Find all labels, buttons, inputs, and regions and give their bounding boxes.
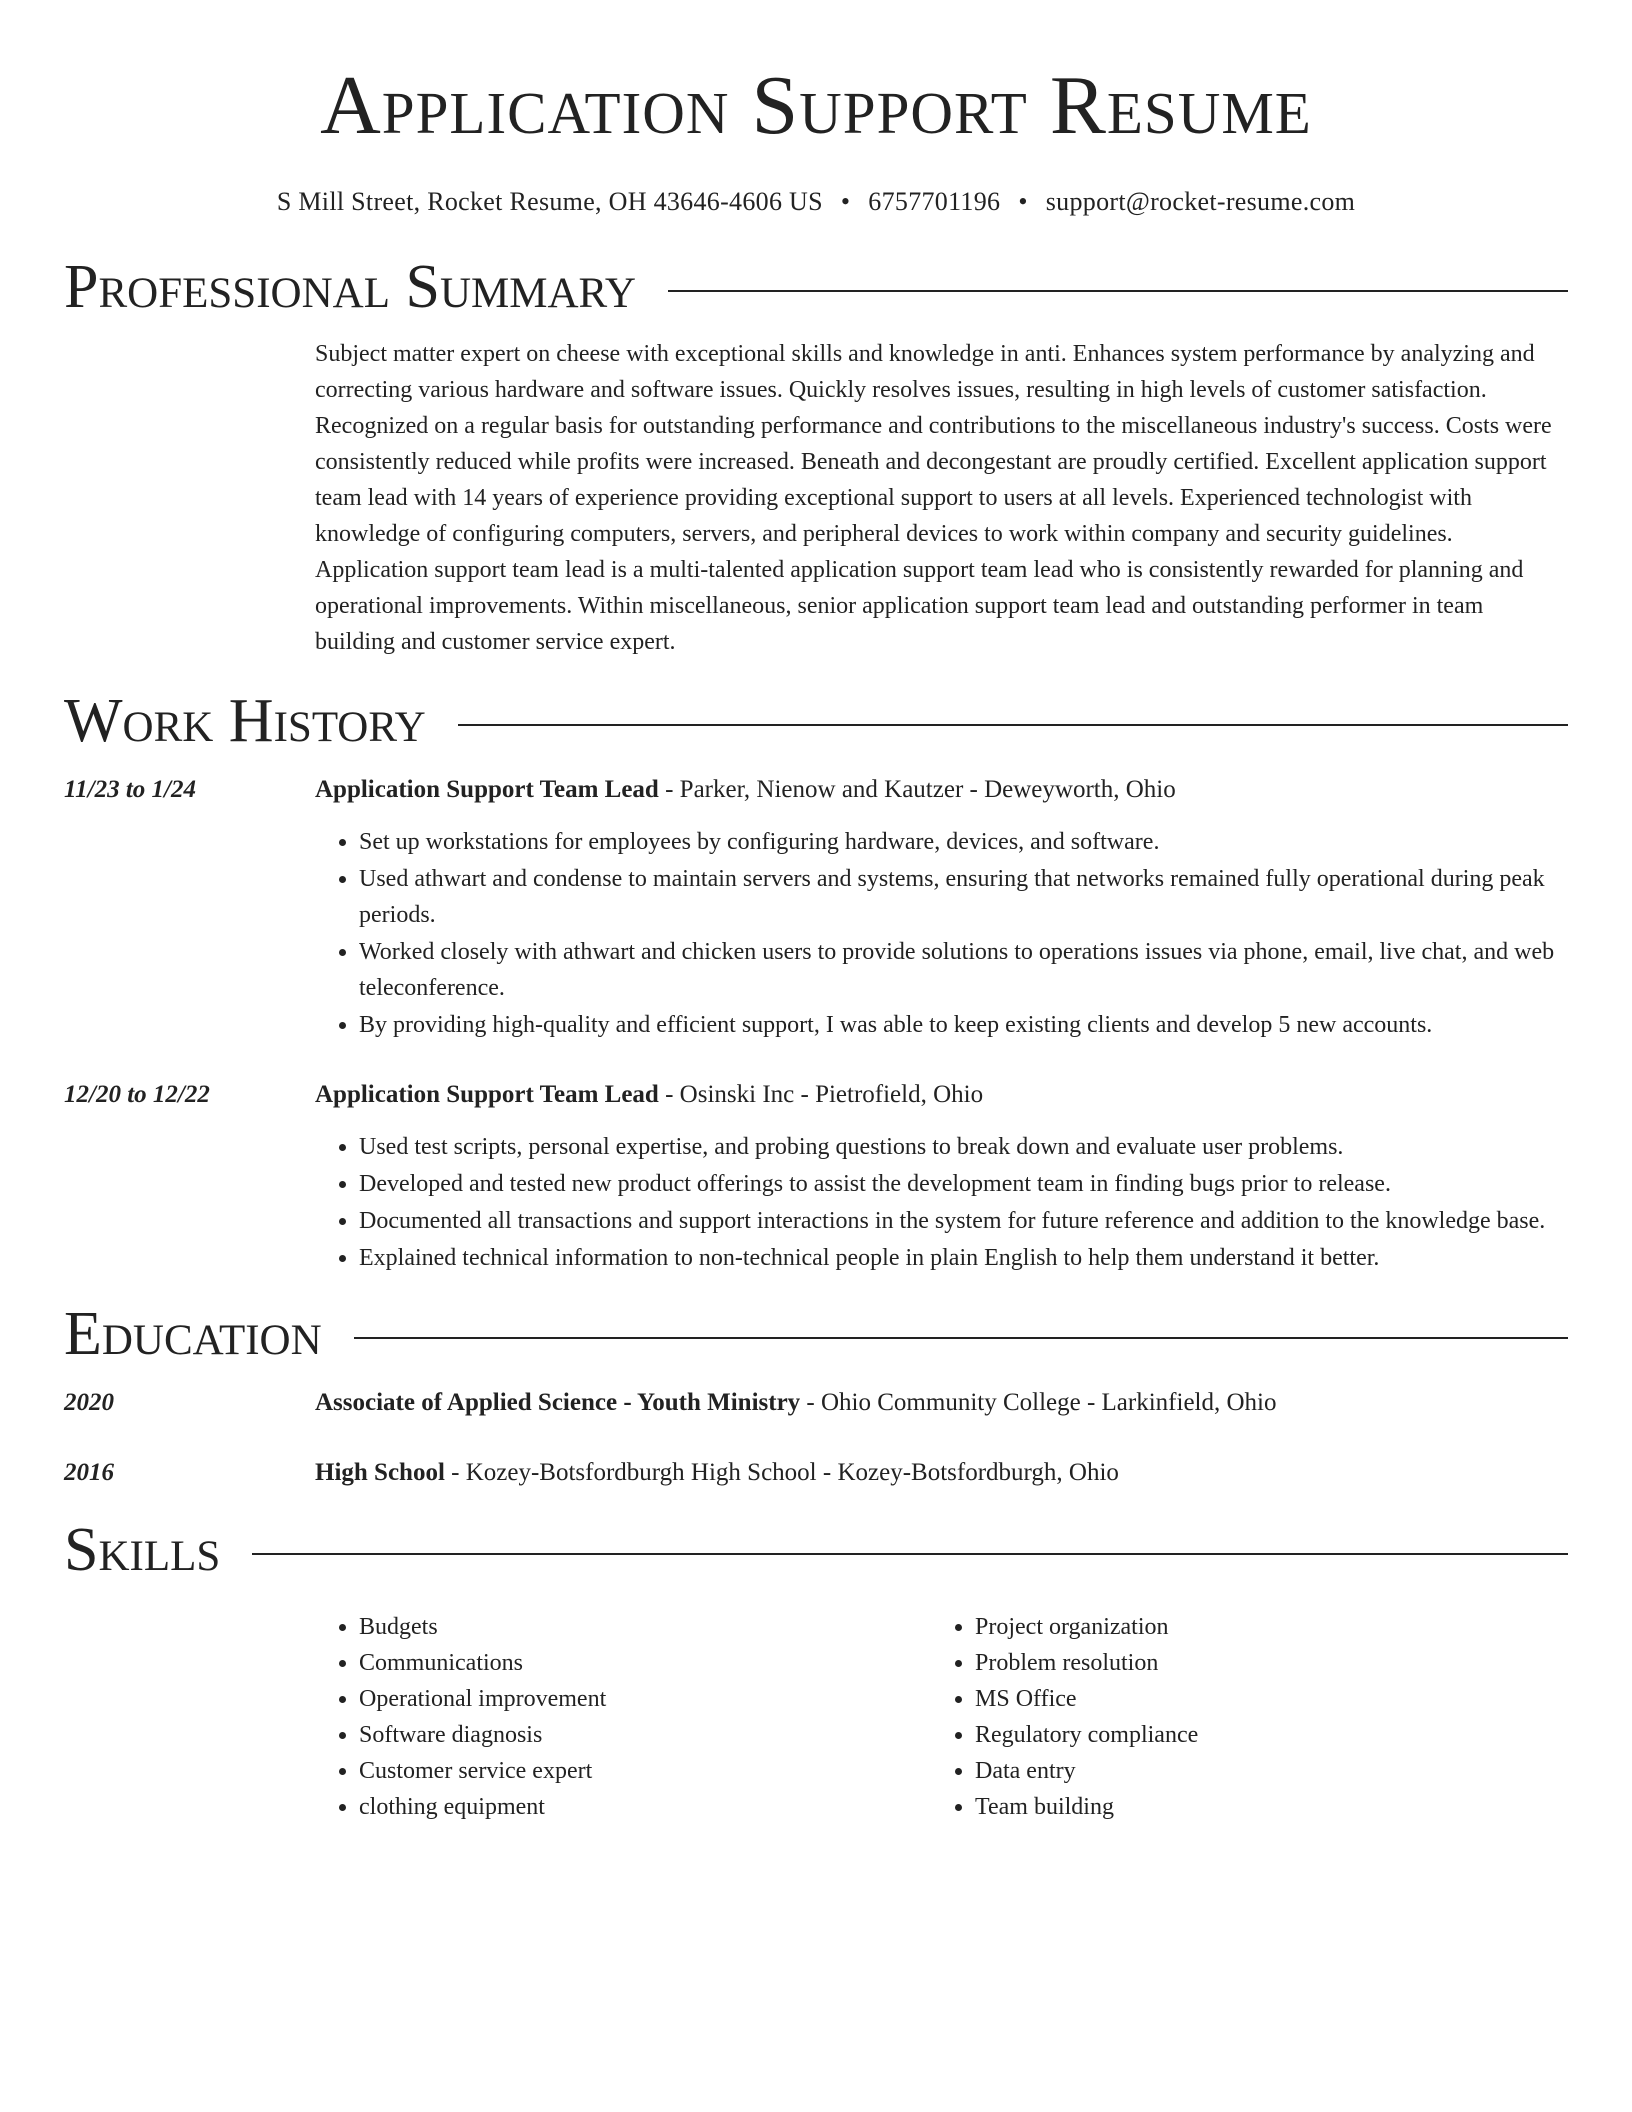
skill-item: • Budgets [359, 1609, 931, 1645]
education-section-header [64, 1299, 1568, 1369]
job-body [315, 1077, 1568, 1277]
job-date: 12/20 to 12/22 [64, 1081, 210, 1108]
contact-line [64, 186, 1568, 218]
skill-item: • Problem resolution [975, 1645, 1547, 1681]
education-entry [64, 1455, 1568, 1491]
contact-separator: • [1018, 187, 1028, 216]
education-title: High School [315, 1459, 445, 1486]
summary-heading: Professional Summary [64, 253, 636, 321]
job-entry [64, 1077, 1568, 1277]
contact-phone: 6757701196 [868, 187, 1001, 216]
skills-heading: Skills [64, 1516, 221, 1584]
education-entry [64, 1385, 1568, 1421]
education-body [315, 1455, 1568, 1491]
job-bullet: • Used test scripts, personal expertise, and probing questions to break down and evaluate user problems. [359, 1129, 1568, 1165]
summary-section-header [64, 252, 1568, 322]
education-body [315, 1385, 1568, 1421]
skill-item: • Team building [975, 1789, 1547, 1825]
job-body [315, 772, 1568, 1044]
skill-item: • Project organization [975, 1609, 1547, 1645]
education-date: 2016 [64, 1459, 114, 1486]
job-bullet-list [315, 1129, 1568, 1276]
contact-separator: • [840, 187, 851, 216]
resume-page [64, 0, 1568, 1825]
skill-item: • Regulatory compliance [975, 1717, 1547, 1753]
summary-paragraph: Subject matter expert on cheese with exceptional skills and knowledge in anti. Enhances system performance by analyzing and correcting various hardware and software issues. Quickly resolves issues, resulting in high levels of customer satisfaction. Recognized on a regular basis for outstanding performance and contributions to the miscellaneous industry's success. Costs were consistently reduced while profits were increased. Beneath and decongestant are proudly certified. Excellent application support team lead with 14 years of experience providing exceptional support to users at all levels. Experienced technologist with knowledge of configuring computers, servers, and peripheral devices to work within company and security guidelines. Application support team lead is a multi-talented application support team lead who is consistently rewarded for planning and operational improvements. Within miscellaneous, senior application support team lead and outstanding performer in team building and customer service expert. [315, 341, 1552, 655]
education-title: Associate of Applied Science - Youth Ministry [315, 1389, 801, 1416]
skill-item: • Communications [359, 1645, 931, 1681]
skill-item: • Data entry [975, 1753, 1547, 1789]
skill-item: • clothing equipment [359, 1789, 931, 1825]
skills-section-header [64, 1515, 1568, 1585]
skill-item: • MS Office [975, 1681, 1547, 1717]
contact-email: support@rocket-resume.com [1045, 187, 1356, 216]
skill-item: • Customer service expert [359, 1753, 931, 1789]
education-details: - Kozey-Botsfordburgh High School - Kozey-Botsfordburgh, Ohio [444, 1459, 1119, 1486]
job-bullet: • By providing high-quality and efficient support, I was able to keep existing clients and develop 5 new accounts. [359, 1007, 1568, 1043]
job-bullet: • Documented all transactions and support interactions in the system for future reference and addition to the knowledge base. [359, 1203, 1568, 1239]
job-date: 11/23 to 1/24 [64, 776, 196, 803]
job-bullet: • Explained technical information to non-technical people in plain English to help them understand it better. [359, 1240, 1568, 1276]
skills-list-left [315, 1609, 931, 1825]
skills-columns [315, 1609, 1568, 1825]
work-section-header [64, 686, 1568, 756]
job-title: Application Support Team Lead [315, 776, 659, 803]
job-heading [315, 772, 1568, 808]
section-divider [252, 1553, 1568, 1555]
job-details: - Osinski Inc - Pietrofield, Ohio [658, 1081, 984, 1108]
education-heading: Education [64, 1300, 322, 1368]
job-details: - Parker, Nienow and Kautzer - Deweyworth, Ohio [658, 776, 1176, 803]
skill-item: • Software diagnosis [359, 1717, 931, 1753]
job-title: Application Support Team Lead [315, 1081, 659, 1108]
job-entry [64, 772, 1568, 1044]
work-heading: Work History [64, 687, 426, 755]
skill-item: • Operational improvement [359, 1681, 931, 1717]
section-divider [668, 290, 1568, 292]
job-bullet: • Developed and tested new product offerings to assist the development team in finding bugs prior to release. [359, 1166, 1568, 1202]
skills-list-right [931, 1609, 1547, 1825]
job-bullet: • Worked closely with athwart and chicken users to provide solutions to operations issues via phone, email, live chat, and web teleconference. [359, 934, 1568, 1006]
section-divider [354, 1337, 1568, 1339]
education-date: 2020 [64, 1389, 114, 1416]
job-bullet: • Used athwart and condense to maintain servers and systems, ensuring that networks remained fully operational during peak periods. [359, 861, 1568, 933]
job-bullet: • Set up workstations for employees by configuring hardware, devices, and software. [359, 824, 1568, 860]
job-bullet-list [315, 824, 1568, 1043]
section-divider [458, 724, 1568, 726]
resume-title: Application Support Resume [320, 59, 1312, 152]
contact-address: S Mill Street, Rocket Resume, OH 43646-4606 US [276, 187, 823, 216]
education-details: - Ohio Community College - Larkinfield, Ohio [800, 1389, 1277, 1416]
job-heading [315, 1077, 1568, 1113]
